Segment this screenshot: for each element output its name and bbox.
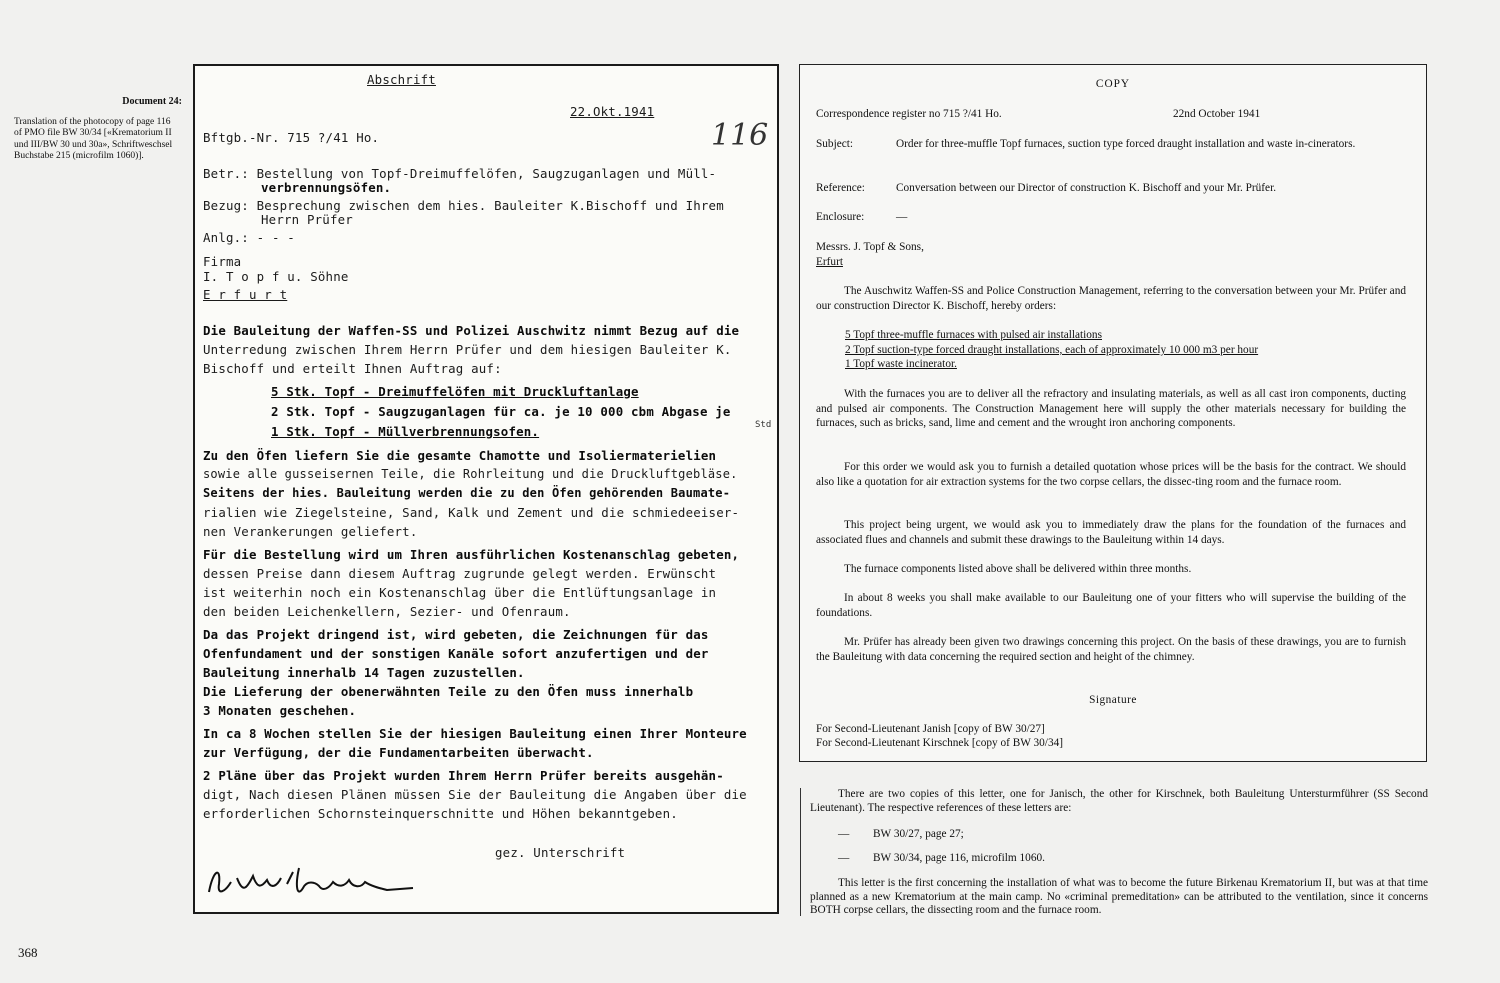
- facsimile-order-item: 2 Stk. Topf - Saugzuganlagen für ca. je 10 000 cbm Abgase je: [271, 404, 731, 419]
- facsimile-body-line: rialien wie Ziegelsteine, Sand, Kalk und Zement und die schmiedeeiser-: [203, 505, 740, 520]
- facsimile-line: Bischoff und erteilt Ihnen Auftrag auf:: [203, 361, 502, 376]
- addressee-city: Erfurt: [816, 256, 843, 268]
- facsimile-body-line: Bauleitung innerhalb 14 Tagen zuzustellen.: [203, 665, 525, 680]
- facsimile-body-line: Ofenfundament und der sonstigen Kanäle sofort anzufertigen und der: [203, 646, 709, 661]
- order-item: 5 Topf three-muffle furnaces with pulsed air installations: [845, 329, 1102, 341]
- body-paragraph: Mr. Prüfer has already been given two drawings concerning this project. On the basis of these drawings, you are to furnish the Bauleitung with data concerning the required section and height of the chimney.: [816, 636, 1406, 663]
- body-paragraph: The furnace components listed above shall be delivered within three months.: [844, 563, 1192, 575]
- facsimile-company: I. T o p f u. Söhne: [203, 269, 349, 284]
- facsimile-line: Die Bauleitung der Waffen-SS und Polizei Auschwitz nimmt Bezug auf die: [203, 323, 740, 338]
- caption-line: und III/BW 30 und 30a», Schriftweschsel: [14, 139, 173, 150]
- dash: —: [838, 852, 850, 864]
- facsimile-body-line: Für die Bestellung wird um Ihren ausführlichen Kostenanschlag gebeten,: [203, 547, 740, 562]
- signature-label: Signature: [1089, 694, 1137, 706]
- document-caption: [14, 96, 182, 163]
- margin-rule: [800, 788, 801, 916]
- facsimile-body-line: dessen Preise dann diesem Auftrag zugrunde gelegt werden. Erwünscht: [203, 566, 717, 581]
- body-paragraph: In about 8 weeks you shall make available to our Bauleitung one of your fitters who will supervise the building of the foundations.: [816, 592, 1406, 619]
- facsimile-body-line: Seitens der hies. Bauleitung werden die zu den Öfen gehörenden Baumate-: [203, 486, 731, 500]
- facsimile-signed: gez. Unterschrift: [495, 845, 626, 860]
- facsimile-body-line: Zu den Öfen liefern Sie die gesamte Chamotte und Isoliermaterielien: [203, 448, 717, 463]
- body-paragraph: This project being urgent, we would ask you to immediately draw the plans for the foundation of the furnaces and associated flues and channels and submit these drawings to the Bauleitung within 14 days.: [816, 519, 1406, 546]
- subject-label: Subject:: [816, 138, 854, 150]
- translation-date: 22nd October 1941: [1173, 108, 1261, 120]
- caption-line: Translation of the photocopy of page 116: [14, 116, 171, 127]
- handwritten-page-number: 116: [711, 118, 769, 153]
- translation-box: [799, 64, 1427, 762]
- enclosure-text: —: [896, 211, 908, 223]
- handwritten-signature-icon: [203, 858, 423, 908]
- addressee: Messrs. J. Topf & Sons,: [816, 241, 924, 253]
- caption-title: Document 24:: [122, 96, 182, 107]
- facsimile-body-line: 2 Pläne über das Projekt wurden Ihrem Herrn Prüfer bereits ausgehän-: [203, 768, 724, 783]
- notes-paragraph: This letter is the first concerning the installation of what was to become the future Birkenau Krematorium II, but was at that time planned as a new Krematorium at the main camp. No «criminal premeditation» can be attributed to the ventilation, since it concerns BOTH corpse cellars, the dissecting room and the furnace room.: [810, 877, 1428, 917]
- intro-paragraph: The Auschwitz Waffen-SS and Police Construction Management, referring to the conversation between your Mr. Prüfer and our construction Director K. Bischoff, hereby orders:: [816, 285, 1406, 312]
- for-line: For Second-Lieutenant Kirschnek [copy of BW 30/34]: [816, 737, 1064, 749]
- facsimile-letter: [193, 64, 779, 914]
- body-paragraph: With the furnaces you are to deliver all the refractory and insulating materials, as well as all cast iron components, ducting and pulsed air components. The Construction Management here will supply the other materials necessary for building the furnaces, such as bricks, sand, lime and cement and the wrought iron anchoring components.: [816, 388, 1406, 430]
- facsimile-body-line: zur Verfügung, der die Fundamentarbeiten überwacht.: [203, 745, 594, 760]
- facsimile-body-line: den beiden Leichenkellern, Sezier- und Ofenraum.: [203, 604, 571, 619]
- facsimile-subject: Betr.: Bestellung von Topf-Dreimuffelöfen, Saugzuganlagen und Müll-: [203, 166, 717, 181]
- facsimile-std-note: Std: [755, 420, 772, 430]
- order-item: 2 Topf suction-type forced draught installations, each of approximately 10 000 m3 per hour: [845, 344, 1259, 356]
- facsimile-body-line: erforderlichen Schornsteinquerschnitte und Höhen bekanntgeben.: [203, 806, 678, 821]
- for-line: For Second-Lieutenant Janish [copy of BW 30/27]: [816, 723, 1045, 735]
- body-paragraph: For this order we would ask you to furnish a detailed quotation whose prices will be the basis for the contract. We should also like a quotation for air extraction systems for the two corpse cellars, the dissec-ting room and the furnace room.: [816, 461, 1406, 488]
- reference-label: Reference:: [816, 182, 865, 194]
- page-number: 368: [18, 945, 38, 960]
- dash: —: [838, 828, 850, 840]
- facsimile-city: E r f u r t: [203, 287, 288, 302]
- facsimile-reference: Herrn Prüfer: [261, 212, 353, 227]
- reference-entry: BW 30/34, page 116, microfilm 1060.: [873, 852, 1045, 864]
- facsimile-date: 22.Okt.1941: [570, 104, 655, 119]
- caption-line: of PMO file BW 30/34 [«Krematorium II: [14, 128, 172, 138]
- facsimile-body-line: 3 Monaten geschehen.: [203, 703, 357, 718]
- facsimile-register: Bftgb.-Nr. 715 ?/41 Ho.: [203, 130, 380, 145]
- facsimile-line: Unterredung zwischen Ihrem Herrn Prüfer und dem hiesigen Bauleiter K.: [203, 342, 732, 357]
- facsimile-body-line: In ca 8 Wochen stellen Sie der hiesigen Bauleitung einen Ihrer Monteure: [203, 726, 747, 741]
- facsimile-header: Abschrift: [367, 72, 436, 87]
- facsimile-body-line: Da das Projekt dringend ist, wird gebeten, die Zeichnungen für das: [203, 627, 709, 642]
- facsimile-body-line: digt, Nach diesen Plänen müssen Sie der Bauleitung die Angaben über die: [203, 787, 747, 802]
- facsimile-firm: Firma: [203, 254, 242, 269]
- facsimile-order-item: 5 Stk. Topf - Dreimuffelöfen mit Druckluftanlage: [271, 384, 639, 399]
- facsimile-body-line: sowie alle gusseisernen Teile, die Rohrleitung und die Druckluftgebläse.: [203, 467, 738, 481]
- notes-paragraph: There are two copies of this letter, one for Janisch, the other for Kirschnek, both Bauleitung Untersturmführer (SS Second Lieutenant). The respective references of these letters are:: [810, 788, 1428, 814]
- facsimile-enclosure: Anlg.: - - -: [203, 230, 295, 245]
- subject-text: Order for three-muffle Topf furnaces, suction type forced draught installation and waste in-cinerators.: [896, 138, 1356, 150]
- facsimile-body-line: nen Verankerungen geliefert.: [203, 524, 418, 539]
- facsimile-order-item: 1 Stk. Topf - Müllverbrennungsofen.: [271, 424, 540, 439]
- caption-line: Buchstabe 215 (microfilm 1060)].: [14, 151, 144, 161]
- facsimile-subject: verbrennungsöfen.: [261, 180, 392, 195]
- translation-heading: COPY: [1095, 78, 1131, 90]
- facsimile-body-line: ist weiterhin noch ein Kostenanschlag über die Entlüftungsanlage in: [203, 585, 717, 600]
- facsimile-body-line: Die Lieferung der obenerwähnten Teile zu den Öfen muss innerhalb: [203, 684, 694, 699]
- facsimile-reference: Bezug: Besprechung zwischen dem hies. Bauleiter K.Bischoff und Ihrem: [203, 198, 724, 213]
- reference-entry: BW 30/27, page 27;: [873, 828, 964, 840]
- translation-register: Correspondence register no 715 ?/41 Ho.: [816, 108, 1002, 120]
- order-item: 1 Topf waste incinerator.: [845, 358, 957, 370]
- enclosure-label: Enclosure:: [816, 211, 865, 223]
- reference-text: Conversation between our Director of construction K. Bischoff and your Mr. Prüfer.: [896, 182, 1277, 194]
